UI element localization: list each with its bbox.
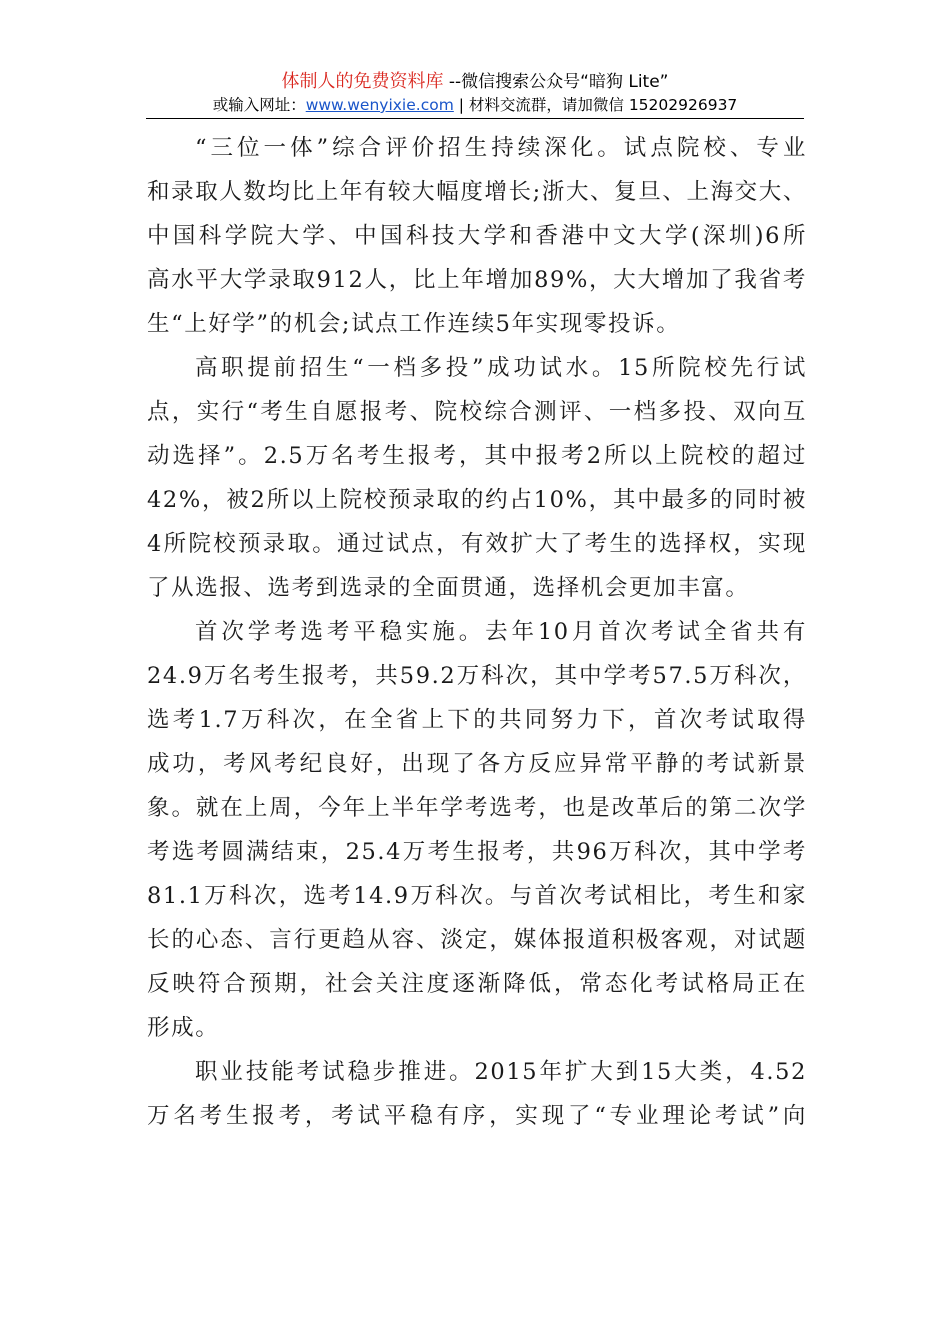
text-line: 反映符合预期，社会关注度逐渐降低，常态化考试格局正在 — [147, 971, 807, 997]
paragraph — [147, 610, 807, 1050]
text-line: 万名考生报考，考试平稳有序，实现了“专业理论考试”向 — [147, 1103, 807, 1129]
text-line: 象。就在上周，今年上半年学考选考，也是改革后的第二次学 — [147, 795, 807, 821]
text-line: 考选考圆满结束，25.4万考生报考，共96万科次，其中学考 — [147, 839, 807, 865]
header-divider — [146, 118, 804, 119]
text-line: 长的心态、言行更趋从容、淡定，媒体报道积极客观，对试题 — [147, 927, 807, 953]
header-contact-line — [0, 94, 950, 116]
text-line: 成功，考风考纪良好，出现了各方反应异常平静的考试新景 — [147, 751, 807, 777]
text-line: 生“上好学”的机会;试点工作连续5年实现零投诉。 — [147, 311, 681, 337]
text-line: 了从选报、选考到选录的全面贯通，选择机会更加丰富。 — [147, 575, 750, 601]
header-banner — [0, 70, 950, 94]
text-line: 和录取人数均比上年有较大幅度增长;浙大、复旦、上海交大、 — [147, 179, 807, 205]
text-line: 首次学考选考平稳实施。去年10月首次考试全省共有 — [195, 619, 807, 645]
brand-title: 体制人的免费资料库 — [281, 71, 444, 92]
text-line: 中国科学院大学、中国科技大学和香港中文大学(深圳)6所 — [147, 223, 807, 249]
text-line: 4所院校预录取。通过试点，有效扩大了考生的选择权，实现 — [147, 531, 807, 557]
contact-info: | 材料交流群，请加微信 15202926937 — [453, 96, 738, 114]
text-line: 职业技能考试稳步推进。2015年扩大到15大类，4.52 — [195, 1059, 807, 1085]
paragraph — [147, 1050, 807, 1138]
text-line: 形成。 — [147, 1015, 220, 1041]
document-body — [147, 126, 807, 1138]
header-tagline: --微信搜索公众号“暗狗 Lite” — [443, 72, 669, 92]
text-line: “三位一体”综合评价招生持续深化。试点院校、专业 — [195, 135, 807, 161]
text-line: 动选择”。2.5万名考生报考，其中报考2所以上院校的超过 — [147, 443, 807, 469]
page-header — [0, 70, 950, 116]
text-line: 选考1.7万科次，在全省上下的共同努力下，首次考试取得 — [147, 707, 807, 733]
text-line: 高职提前招生“一档多投”成功试水。15所院校先行试 — [195, 355, 807, 381]
text-line: 81.1万科次，选考14.9万科次。与首次考试相比，考生和家 — [147, 883, 807, 909]
text-line: 点，实行“考生自愿报考、院校综合测评、一档多投、双向互 — [147, 399, 807, 425]
paragraph — [147, 346, 807, 610]
website-link[interactable]: www.wenyixie.com — [305, 96, 454, 114]
paragraph — [147, 126, 807, 346]
text-line: 42%，被2所以上院校预录取的约占10%，其中最多的同时被 — [147, 487, 807, 513]
text-line: 24.9万名考生报考，共59.2万科次，其中学考57.5万科次， — [147, 663, 807, 689]
text-line: 高水平大学录取912人，比上年增加89%，大大增加了我省考 — [147, 267, 807, 293]
url-prefix: 或输入网址： — [212, 96, 306, 114]
